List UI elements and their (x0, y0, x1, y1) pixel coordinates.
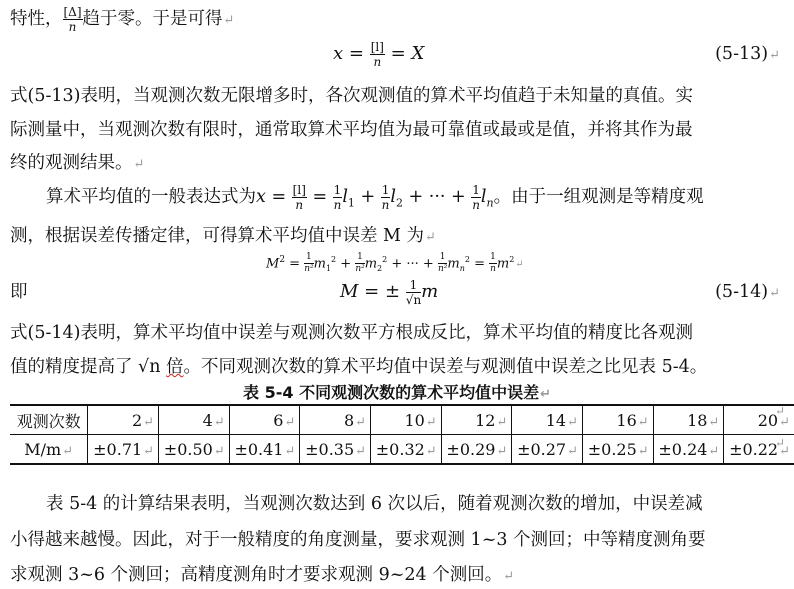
equation-symbol: x (333, 43, 344, 64)
fraction-numerator: 1 (381, 183, 390, 197)
text-line (10, 6, 234, 33)
equation-operator: + ··· + (391, 256, 434, 272)
fraction (63, 6, 83, 33)
table-cell-text: 2 (131, 410, 143, 430)
equation-symbol: l (480, 187, 487, 207)
table-cell[interactable] (583, 435, 654, 465)
equation-symbol: M (340, 281, 359, 302)
fraction (370, 41, 385, 68)
text-run: 测，根据误差传播定律，可得算术平均值中误差 M 为 (10, 226, 425, 246)
cell-mark-icon: ↵ (637, 414, 649, 430)
text-run: 式(5-13)表明，当观测次数无限增多时，各次观测值的算术平均值趋于未知量的真值。实 (10, 86, 693, 106)
fraction-denominator: n (381, 198, 390, 212)
fraction-denominator: n (68, 20, 77, 34)
paragraph-mark-icon: ↵ (540, 387, 551, 402)
cell-mark-icon: ↵ (779, 414, 790, 430)
cell-mark-icon: ↵ (425, 443, 437, 459)
text-run: 小得越来越慢。因此，对于一般精度的角度测量，要求观测 1~3 个测回；中等精度测角要 (10, 530, 706, 550)
table-cell-text: ±0.32 (375, 439, 425, 459)
fraction-numerator: 1 (439, 252, 446, 263)
text-line (10, 118, 693, 142)
fraction-denominator: n (333, 198, 342, 212)
fraction (406, 279, 421, 306)
text-line: 算术平均值的一般表达式为x = $\frac{[l]}{n}$ = $\frac{1}{n}$ $l_1$ + $\frac{1}{n}$ $l_2$ + ··· + $\frac{1}{n}$ $l_n$。由于一组观测是等精度观 (46, 183, 704, 212)
superscript: 2 (279, 255, 286, 265)
paragraph-mark-icon: ↵ (515, 259, 524, 271)
fraction (489, 253, 497, 274)
subscript: 2 (377, 263, 383, 273)
cell-mark-icon: ↵ (143, 443, 155, 459)
fraction-denominator: √n (405, 292, 422, 307)
fraction-numerator: 1 (306, 252, 312, 263)
cell-mark-icon: ↵ (355, 414, 367, 430)
subscript: n (459, 263, 465, 273)
table-cell[interactable] (88, 405, 159, 435)
superscript: 2 (382, 255, 388, 264)
equation-operator: = (348, 43, 364, 64)
table-cell-text: ±0.25 (587, 439, 637, 459)
table-cell-text: 4 (202, 410, 213, 430)
text-run: 趋于零。于是可得 (82, 9, 223, 29)
fraction-denominator: n² (437, 264, 448, 275)
subscript: n (486, 196, 494, 210)
text-run: 即 (10, 282, 28, 302)
text-run: 式(5-14)表明，算术平均值中误差与观测次数平方根成反比，算术平均值的精度比各观测 (10, 323, 693, 343)
cell-mark-icon: ↵ (143, 414, 155, 430)
cell-mark-icon: ↵ (637, 443, 649, 459)
fraction-numerator: [l] (370, 39, 384, 54)
equation-symbol: M (266, 256, 280, 272)
cell-mark-icon: ↵ (708, 443, 720, 459)
paragraph-mark-icon: ↵ (133, 157, 145, 172)
table-cell-text: 12 (475, 410, 496, 430)
equation-operator: = ± (364, 281, 401, 302)
equation-number-text: (5-13) (715, 44, 769, 64)
equation-number (715, 42, 780, 68)
table-cell-text: ±0.27 (517, 439, 567, 459)
table-header-cell (10, 435, 88, 465)
table-cell[interactable] (653, 405, 724, 435)
text-line (10, 84, 693, 108)
table-cell[interactable] (441, 435, 512, 465)
equation-symbol: l (342, 187, 348, 207)
text-run: 表 5-4 的计算结果表明，当观测次数达到 6 次以后，随着观测次数的增加，中误差减 (46, 494, 703, 514)
table-cell[interactable] (371, 435, 442, 465)
fraction-numerator: [l] (292, 183, 306, 197)
text-run: 终的观测结果。 (10, 153, 133, 173)
table-cell[interactable] (88, 435, 159, 465)
table-cell[interactable] (441, 405, 512, 435)
equation-symbol: m (496, 256, 510, 272)
table-row-counts (10, 405, 794, 435)
table-cell[interactable] (159, 405, 230, 435)
equation-number (715, 280, 780, 306)
table-cell-text: ±0.22 (729, 439, 779, 459)
table-cell-text: 20 (757, 410, 779, 430)
cell-mark-icon: ↵ (567, 414, 579, 430)
fraction-numerator: 1 (357, 252, 363, 263)
row-end-mark-icon: ↵ (775, 436, 786, 450)
table-cell-text: ±0.29 (446, 439, 496, 459)
fraction-numerator: 1 (472, 183, 480, 197)
table-cell-text: ±0.41 (234, 439, 284, 459)
table-cell-text: 观测次数 (16, 411, 81, 431)
table-cell[interactable] (583, 405, 654, 435)
subscript: 2 (395, 196, 403, 210)
table-cell-text: 8 (343, 410, 355, 430)
fraction-numerator: 1 (490, 252, 496, 263)
cell-mark-icon: ↵ (284, 414, 296, 430)
cell-mark-icon: ↵ (355, 443, 367, 459)
cell-mark-icon: ↵ (213, 443, 225, 459)
equation-symbol: X (411, 43, 425, 64)
cell-mark-icon: ↵ (708, 414, 720, 430)
fraction-numerator: 1 (333, 183, 342, 197)
equation-variance: $M^2$ = $\frac{1}{\text{n²}}$ $m_1^2$ + $\frac{1}{\text{n²}}$ $m_2^2$ + ··· + $\frac{1}{\text{n²}}$ $m_n^2$ = $\frac{1}{n}$ $m^2↵$ (266, 252, 524, 275)
text-run: 。不同观测次数的算术平均值中误差与观测值中误差之比见表 5-4。 (183, 357, 708, 377)
table-cell-text: ±0.71 (93, 439, 143, 459)
cell-mark-icon: ↵ (496, 414, 508, 430)
table-cell-text: ±0.24 (658, 439, 708, 459)
equation-operator: + ··· + (408, 187, 466, 207)
equation-symbol: m (447, 256, 460, 272)
table-cell-text: ±0.50 (163, 439, 213, 459)
superscript: 2 (509, 255, 515, 264)
text-run: 。由于一组观测是等精度观 (493, 187, 704, 207)
fraction (381, 184, 391, 211)
text-line (10, 151, 144, 177)
equation-symbol: m (364, 256, 378, 272)
paragraph-mark-icon: ↵ (223, 13, 235, 28)
text-line (10, 528, 706, 552)
table-cell-text: 10 (404, 410, 425, 430)
text-run: 特性， (10, 9, 63, 29)
table-cell-text: 14 (545, 410, 567, 430)
table-cell-text: 6 (273, 410, 284, 430)
table-cell[interactable] (229, 405, 300, 435)
subscript: 1 (347, 196, 355, 210)
cell-mark-icon: ↵ (567, 443, 579, 459)
fraction (292, 184, 307, 211)
equation-symbol: l (390, 187, 396, 207)
table-cell-text: 18 (687, 410, 708, 430)
fraction-denominator: n² (304, 264, 314, 275)
cell-mark-icon: ↵ (62, 443, 74, 459)
equation-symbol: x (256, 187, 266, 207)
equation-symbol: m (313, 256, 326, 272)
subscript: 1 (325, 263, 332, 273)
paragraph-mark-icon: ↵ (503, 569, 515, 584)
paragraph-mark-icon: ↵ (769, 48, 780, 63)
text-run: 求观测 3~6 个测回；高精度测角时才要求观测 9~24 个测回。 (10, 565, 503, 585)
fraction-numerator: 1 (406, 279, 421, 293)
text-run: 值的精度提高了 √n (10, 357, 167, 377)
fraction (304, 253, 313, 274)
paragraph-mark-icon: ↵ (769, 286, 780, 301)
superscript: 2 (464, 255, 470, 264)
text-line (10, 355, 707, 379)
table-cell[interactable] (371, 405, 442, 435)
table-cell[interactable] (512, 405, 583, 435)
fraction (333, 184, 343, 211)
table-cell-text: 16 (616, 410, 637, 430)
spellcheck-word[interactable]: 倍 (166, 357, 184, 377)
fraction-denominator: n² (355, 264, 365, 275)
table-cell[interactable] (653, 435, 724, 465)
data-table (10, 404, 794, 465)
fraction-denominator: n (373, 54, 382, 69)
text-line (10, 224, 436, 250)
table-cell[interactable] (300, 405, 371, 435)
table-cell[interactable] (159, 435, 230, 465)
paragraph-mark-icon: ↵ (425, 230, 436, 245)
text-line (10, 321, 693, 345)
table-cell[interactable] (229, 435, 300, 465)
cell-mark-icon: ↵ (425, 414, 437, 430)
equation-symbol: m (421, 281, 439, 302)
row-end-mark-icon: ↵ (775, 404, 786, 418)
fraction-denominator: n (295, 198, 304, 212)
table-cell-text: M/m (24, 439, 62, 459)
fraction-denominator: n (490, 264, 496, 275)
table-caption (0, 383, 794, 405)
fraction (438, 253, 447, 274)
text-run: 际测量中，当观测次数有限时，通常取算术平均值为最可靠值或最或是值，并将其作为最 (10, 120, 693, 140)
fraction (471, 184, 481, 211)
table-cell[interactable] (300, 435, 371, 465)
table-cell-text: ±0.35 (305, 439, 355, 459)
table-row-ratios (10, 435, 794, 465)
text-run: 算术平均值的一般表达式为 (46, 187, 256, 207)
cell-mark-icon: ↵ (496, 443, 508, 459)
table-caption-text: 表 5-4 不同观测次数的算术平均值中误差 (243, 383, 540, 402)
fraction-numerator: [Δ] (63, 5, 82, 19)
equation-5-13 (333, 36, 424, 72)
equation-operator: = (390, 43, 406, 64)
text-line (10, 280, 28, 304)
superscript: 2 (331, 255, 337, 264)
cell-mark-icon: ↵ (284, 443, 296, 459)
cell-mark-icon: ↵ (213, 414, 225, 430)
table-header-cell (10, 405, 88, 435)
equation-number-text: (5-14) (715, 282, 769, 302)
text-line (10, 563, 514, 589)
text-line (46, 492, 703, 516)
equation-5-14 (340, 272, 438, 312)
table-cell[interactable] (512, 435, 583, 465)
cell-mark-icon: ↵ (779, 443, 790, 459)
fraction-denominator: n (472, 198, 480, 212)
